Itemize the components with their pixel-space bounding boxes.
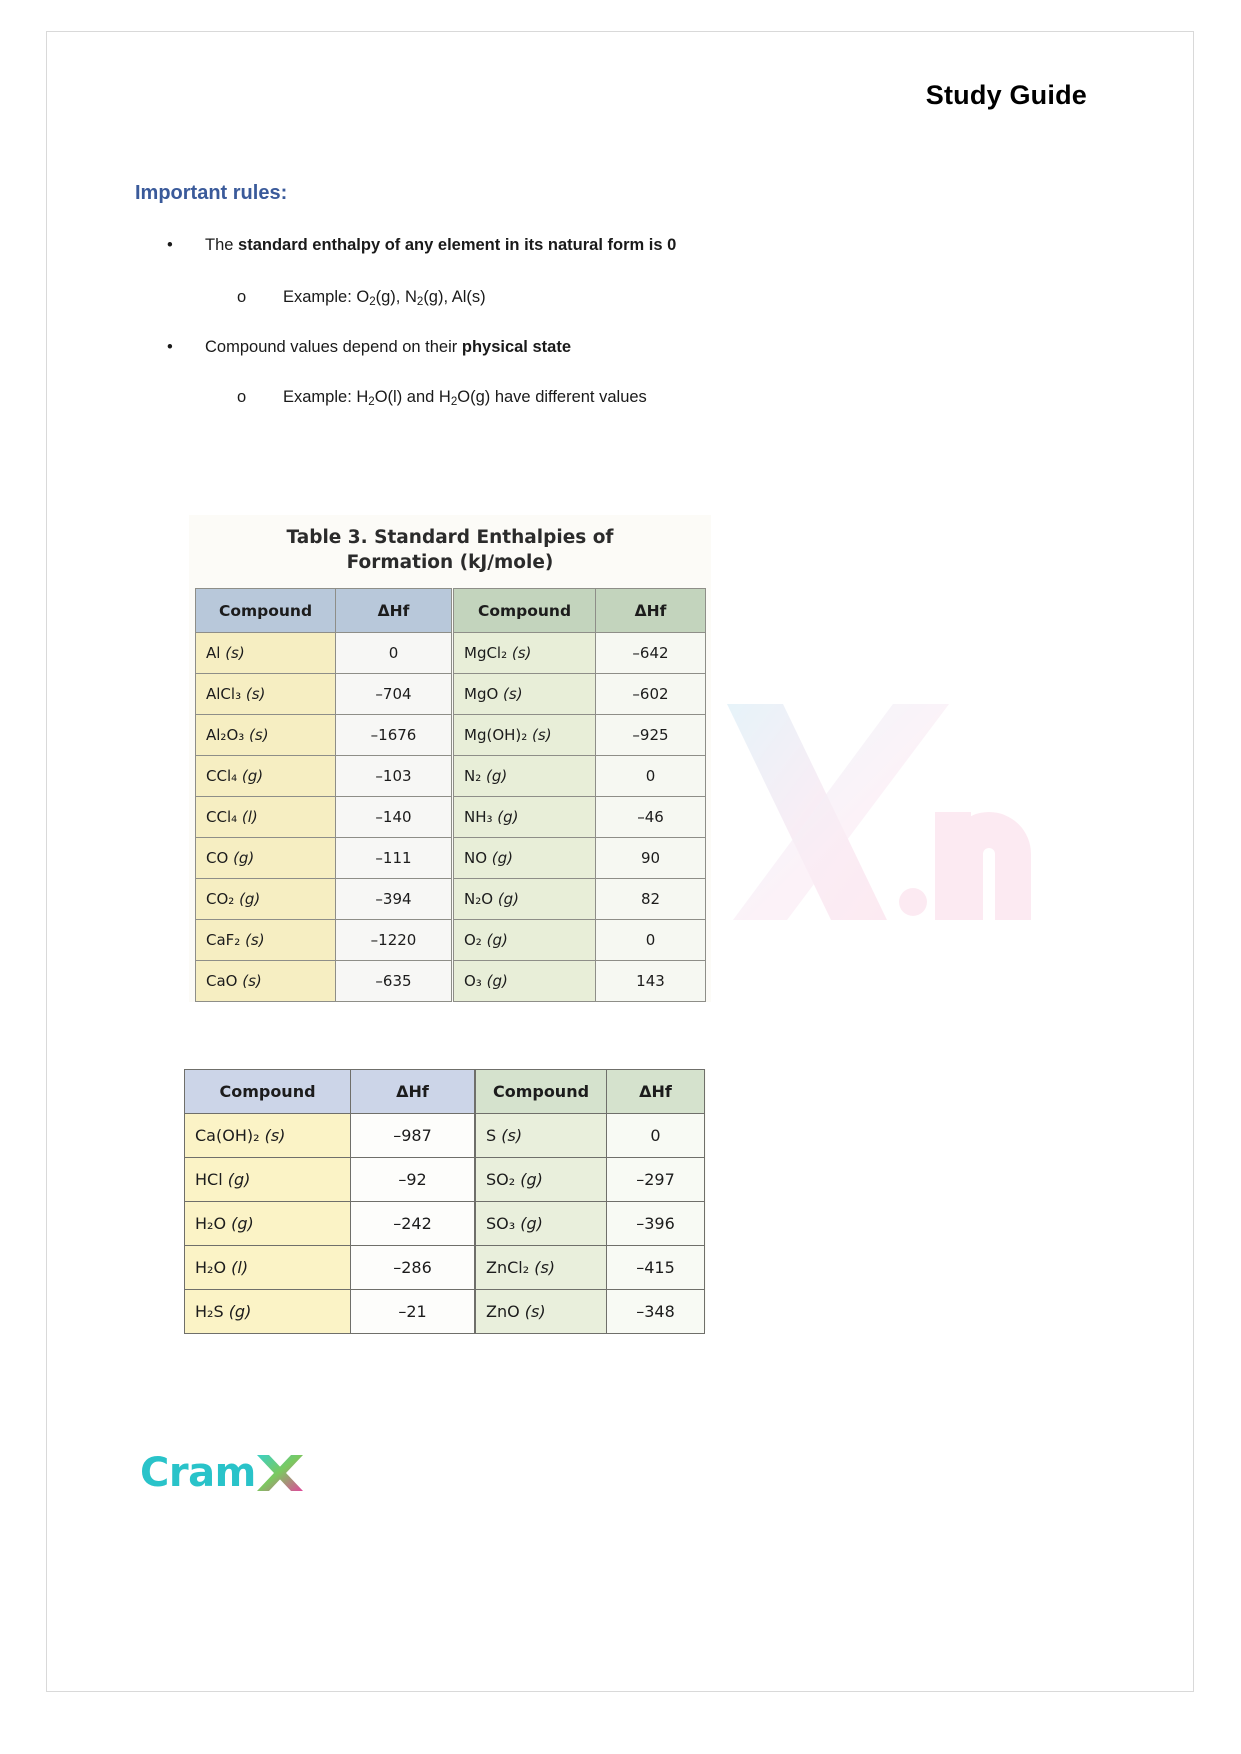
col-header-dhf: ΔHf [596, 589, 706, 633]
cell-dhf-value: –297 [607, 1158, 705, 1202]
cell-dhf-value: –635 [336, 961, 452, 1002]
table-row [454, 756, 706, 797]
cell-compound: AlCl₃ (s) [196, 674, 336, 715]
table-row [476, 1290, 705, 1334]
table-row [196, 920, 452, 961]
cell-compound: S (s) [476, 1114, 607, 1158]
table-row [476, 1158, 705, 1202]
cell-dhf-value: –602 [596, 674, 706, 715]
rule-example-1-text: Example: $O_2(g)$, $N_2(g)$, Al(s) [283, 288, 486, 309]
table-row [454, 797, 706, 838]
cell-compound: MgO (s) [454, 674, 596, 715]
table-row [196, 879, 452, 920]
cramx-logo [140, 1447, 306, 1499]
cell-compound: CaF₂ (s) [196, 920, 336, 961]
cell-dhf-value: 82 [596, 879, 706, 920]
table-4-right [475, 1069, 705, 1334]
cell-dhf-value: 143 [596, 961, 706, 1002]
table-row [196, 633, 452, 674]
cell-dhf-value: 0 [336, 633, 452, 674]
cell-dhf-value: –21 [351, 1290, 475, 1334]
rule-example-2-text: Example: $H_2O(l)$ and $H_2O(g)$ have different values [283, 388, 647, 409]
cell-compound: CO₂ (g) [196, 879, 336, 920]
table-3-left [195, 588, 452, 1002]
cell-compound: CCl₄ (g) [196, 756, 336, 797]
table-row [454, 674, 706, 715]
cell-compound: MgCl₂ (s) [454, 633, 596, 674]
table-row [185, 1158, 475, 1202]
cell-compound: O₃ (g) [454, 961, 596, 1002]
cell-dhf-value: –394 [336, 879, 452, 920]
table-row [196, 756, 452, 797]
cell-compound: NH₃ (g) [454, 797, 596, 838]
rule-bullet-2-text: Compound values depend on their physical state [205, 338, 571, 356]
cell-dhf-value: –140 [336, 797, 452, 838]
cell-compound: Al₂O₃ (s) [196, 715, 336, 756]
logo-x-icon [254, 1451, 306, 1495]
table-header-row [454, 589, 706, 633]
rule-bullet-2 [167, 338, 571, 357]
cell-dhf-value: –396 [607, 1202, 705, 1246]
page-title: Study Guide [925, 80, 1087, 110]
xai-watermark [717, 692, 1037, 932]
cell-dhf-value: 0 [607, 1114, 705, 1158]
cell-compound: CaO (s) [196, 961, 336, 1002]
table-row [454, 838, 706, 879]
table-header-row [196, 589, 452, 633]
col-header-compound: Compound [196, 589, 336, 633]
table-row [196, 961, 452, 1002]
cell-compound: SO₂ (g) [476, 1158, 607, 1202]
cell-compound: H₂S (g) [185, 1290, 351, 1334]
table-header-row [185, 1070, 475, 1114]
table-row [476, 1246, 705, 1290]
cell-compound: N₂ (g) [454, 756, 596, 797]
cell-compound: CO (g) [196, 838, 336, 879]
table-row [454, 961, 706, 1002]
sub-bullet-marker-icon: o [237, 388, 247, 406]
table-3-figure [189, 515, 711, 1002]
bullet-marker-icon: • [167, 236, 173, 254]
cell-dhf-value: –242 [351, 1202, 475, 1246]
table-4-left [184, 1069, 475, 1334]
cell-compound: H₂O (l) [185, 1246, 351, 1290]
rule-bullet-1 [167, 236, 676, 255]
table-4-right-body [476, 1114, 705, 1334]
rule-bullet-1-text: The standard enthalpy of any element in its natural form is 0 [205, 236, 677, 254]
table-4-figure [184, 1069, 706, 1330]
table-3-right [453, 588, 706, 1002]
cell-compound: HCl (g) [185, 1158, 351, 1202]
table-row [454, 879, 706, 920]
cell-compound: CCl₄ (l) [196, 797, 336, 838]
cell-compound: NO (g) [454, 838, 596, 879]
table-row [196, 674, 452, 715]
table-3-title: Table 3. Standard Enthalpies of Formation (kJ/mole) [286, 527, 614, 573]
cell-dhf-value: 90 [596, 838, 706, 879]
col-header-dhf: ΔHf [336, 589, 452, 633]
bullet-marker-icon: • [167, 338, 173, 356]
table-row [454, 633, 706, 674]
table-row [454, 715, 706, 756]
document-page [46, 31, 1194, 1692]
cell-compound: N₂O (g) [454, 879, 596, 920]
rule-example-2 [237, 388, 647, 408]
cell-dhf-value: 0 [596, 756, 706, 797]
cell-dhf-value: –286 [351, 1246, 475, 1290]
cell-dhf-value: –925 [596, 715, 706, 756]
cell-dhf-value: 0 [596, 920, 706, 961]
cell-dhf-value: –987 [351, 1114, 475, 1158]
rule-example-1 [237, 288, 486, 308]
cell-dhf-value: –642 [596, 633, 706, 674]
cell-compound: Mg(OH)₂ (s) [454, 715, 596, 756]
table-row [185, 1114, 475, 1158]
cell-compound: Al (s) [196, 633, 336, 674]
cell-compound: H₂O (g) [185, 1202, 351, 1246]
table-row [454, 920, 706, 961]
cell-dhf-value: –1220 [336, 920, 452, 961]
col-header-compound: Compound [454, 589, 596, 633]
table-4-left-body [185, 1114, 475, 1334]
table-3-right-body [454, 633, 706, 1002]
table-row [476, 1202, 705, 1246]
cell-dhf-value: –348 [607, 1290, 705, 1334]
table-3-left-body [196, 633, 452, 1002]
logo-wordmark: Cram [140, 1450, 256, 1496]
table-row [196, 797, 452, 838]
col-header-compound: Compound [185, 1070, 351, 1114]
cell-dhf-value: –704 [336, 674, 452, 715]
table-row [185, 1290, 475, 1334]
cell-compound: O₂ (g) [454, 920, 596, 961]
cell-dhf-value: –111 [336, 838, 452, 879]
table-row [476, 1114, 705, 1158]
col-header-dhf: ΔHf [351, 1070, 475, 1114]
table-row [185, 1202, 475, 1246]
sub-bullet-marker-icon: o [237, 288, 247, 306]
cell-compound: Ca(OH)₂ (s) [185, 1114, 351, 1158]
cell-dhf-value: –103 [336, 756, 452, 797]
table-row [185, 1246, 475, 1290]
table-row [196, 838, 452, 879]
cell-dhf-value: –92 [351, 1158, 475, 1202]
cell-dhf-value: –415 [607, 1246, 705, 1290]
cell-dhf-value: –1676 [336, 715, 452, 756]
cell-compound: ZnCl₂ (s) [476, 1246, 607, 1290]
table-row [196, 715, 452, 756]
table-header-row [476, 1070, 705, 1114]
col-header-compound: Compound [476, 1070, 607, 1114]
cell-compound: ZnO (s) [476, 1290, 607, 1334]
section-heading-important-rules: Important rules: [135, 182, 288, 204]
col-header-dhf: ΔHf [607, 1070, 705, 1114]
cell-dhf-value: –46 [596, 797, 706, 838]
cell-compound: SO₃ (g) [476, 1202, 607, 1246]
